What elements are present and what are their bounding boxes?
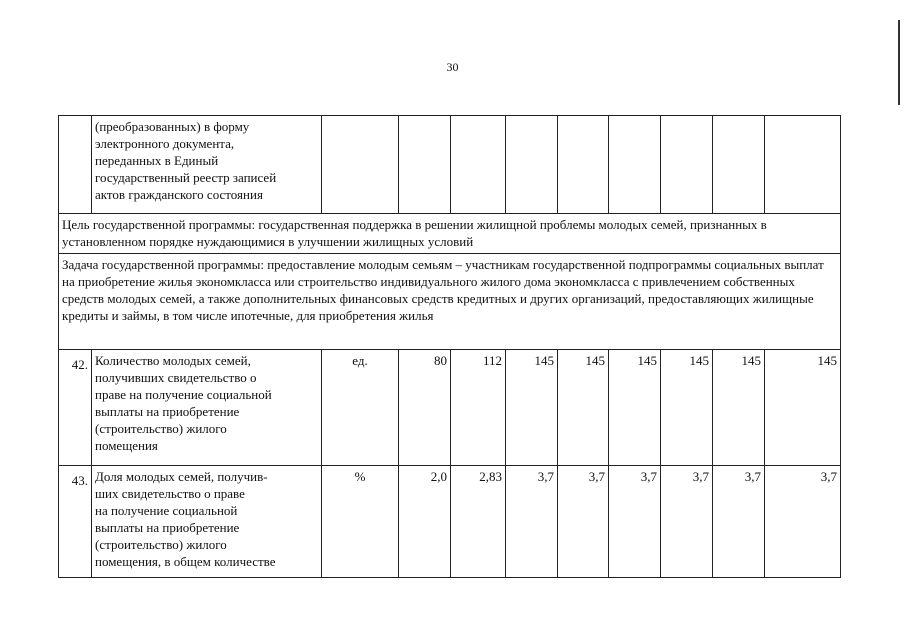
value-cell	[765, 116, 841, 214]
value-cell	[506, 116, 558, 214]
indicator-name-line: получивших свидетельство о	[95, 370, 257, 385]
unit-cell: %	[322, 466, 399, 578]
indicator-name-cell	[92, 350, 322, 466]
indicator-name-cell	[92, 116, 322, 214]
value-cell: 145	[765, 350, 841, 466]
indicator-row-42	[59, 350, 841, 466]
program-task: Задача государственной программы: предоставление молодым семьям – участникам государственной подпрограммы социальных выплат на приобретение жилья экономкласса или строительство индивидуального жилого дома экономкласса с привлечением собственных средств молодых семей, а также дополнительных финансовых средств кредитных и других организаций, предоставляющих жилищные кредиты и займы, в том числе ипотечные, для приобретения жилья	[59, 254, 841, 350]
scan-edge-line	[898, 20, 900, 105]
indicator-row-43	[59, 466, 841, 578]
indicator-name-line: (преобразованных) в форму	[95, 119, 250, 134]
indicator-name-line: переданных в Единый	[95, 153, 219, 168]
continuation-row	[59, 116, 841, 214]
value-cell: 145	[661, 350, 713, 466]
value-cell: 3,7	[558, 466, 609, 578]
indicator-name-line: праве на получение социальной	[95, 387, 272, 402]
row-number: 43.	[59, 466, 92, 578]
goal-row	[59, 214, 841, 254]
value-cell: 145	[506, 350, 558, 466]
value-cell	[399, 116, 451, 214]
unit-cell	[322, 116, 399, 214]
value-cell	[661, 116, 713, 214]
indicator-name-line: электронного документа,	[95, 136, 235, 151]
value-cell: 2,83	[451, 466, 506, 578]
value-cell: 3,7	[713, 466, 765, 578]
indicator-name-cell	[92, 466, 322, 578]
value-cell: 112	[451, 350, 506, 466]
value-cell: 3,7	[661, 466, 713, 578]
value-cell: 145	[609, 350, 661, 466]
program-goal: Цель государственной программы: государственная поддержка в решении жилищной проблемы молодых семей, признанных в установленном порядке нуждающимися в улучшении жилищных условий	[59, 214, 841, 254]
indicator-name-line: на получение социальной	[95, 503, 238, 518]
value-cell	[609, 116, 661, 214]
value-cell	[451, 116, 506, 214]
indicator-name-line: актов гражданского состояния	[95, 187, 263, 202]
indicator-name-line: выплаты на приобретение	[95, 404, 240, 419]
indicator-name-line: ших свидетельство о праве	[95, 486, 245, 501]
number-cell	[59, 116, 92, 214]
indicators-table	[58, 115, 841, 578]
value-cell: 80	[399, 350, 451, 466]
indicator-name-line: помещения, в общем количестве	[95, 554, 276, 569]
indicator-name-line: (строительство) жилого	[95, 537, 227, 552]
value-cell	[713, 116, 765, 214]
value-cell	[558, 116, 609, 214]
unit-cell: ед.	[322, 350, 399, 466]
value-cell: 2,0	[399, 466, 451, 578]
indicator-name-line: (строительство) жилого	[95, 421, 227, 436]
task-row	[59, 254, 841, 350]
page-number: 30	[446, 60, 459, 74]
indicator-name-line: выплаты на приобретение	[95, 520, 240, 535]
value-cell: 3,7	[609, 466, 661, 578]
indicator-name-line: Доля молодых семей, получив-	[95, 469, 268, 484]
indicator-name-line: помещения	[95, 438, 158, 453]
value-cell: 145	[558, 350, 609, 466]
indicator-name-line: государственный реестр записей	[95, 170, 277, 185]
indicator-name-line: Количество молодых семей,	[95, 353, 251, 368]
row-number: 42.	[59, 350, 92, 466]
value-cell: 3,7	[765, 466, 841, 578]
value-cell: 145	[713, 350, 765, 466]
value-cell: 3,7	[506, 466, 558, 578]
